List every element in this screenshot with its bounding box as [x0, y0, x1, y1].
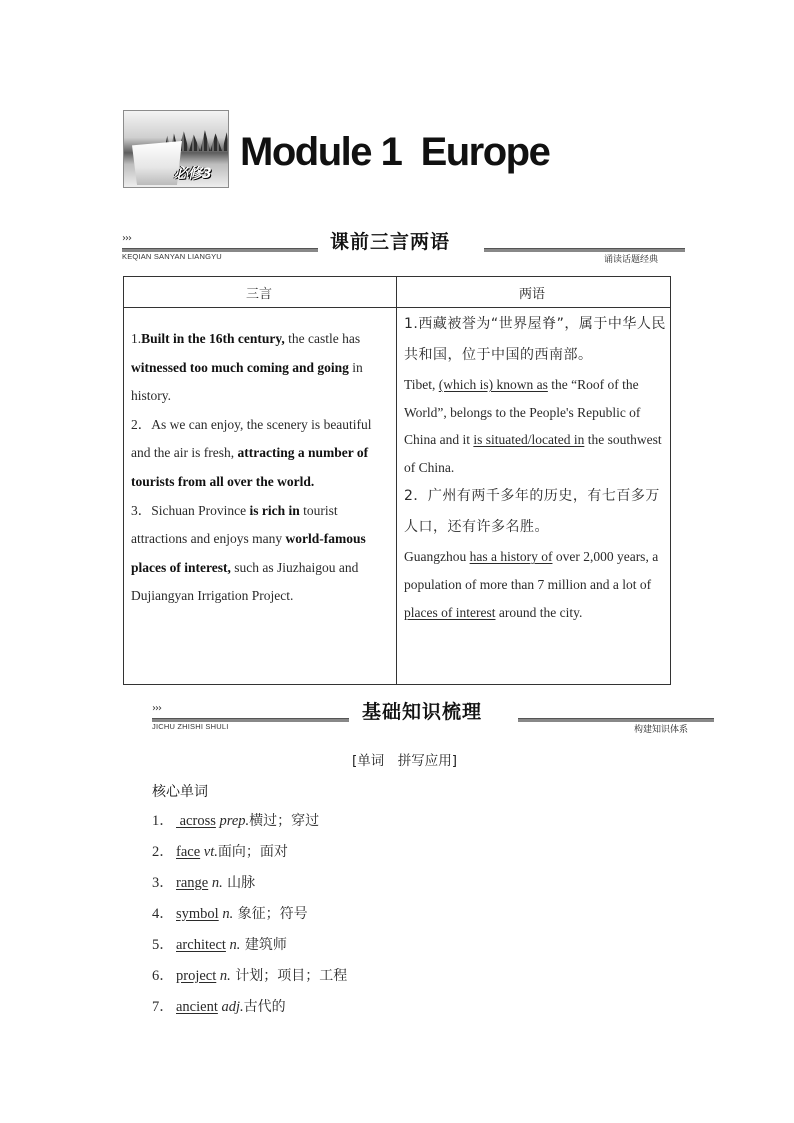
- vocab-item: [152, 871, 347, 902]
- vocab-number: 7．: [152, 999, 174, 1015]
- core-words-heading: 核心单词: [152, 784, 208, 800]
- vocab-word: project: [176, 968, 217, 984]
- section-pinyin: KEQIAN SANYAN LIANGYU: [122, 252, 222, 261]
- vocab-part-of-speech: n.: [225, 937, 241, 953]
- table-column-divider: [396, 277, 397, 684]
- vocab-word: range: [176, 875, 209, 891]
- section-subtitle: 诵读话题经典: [604, 255, 659, 265]
- vocab-item: [152, 933, 347, 964]
- vocab-meaning: 横过；穿过: [249, 813, 320, 829]
- vocab-number: 4．: [152, 906, 174, 922]
- vocab-meaning: 古代的: [243, 999, 286, 1015]
- table-header-right: 两语: [519, 287, 546, 302]
- table-header-left: 三言: [246, 287, 273, 302]
- vocab-item: [152, 995, 347, 1026]
- cn-sentence-1: 1.西藏被誉为“世界屋脊”，属于中华人民共和国，位于中国的西南部。: [404, 316, 666, 363]
- vocab-item: [152, 809, 347, 840]
- vocab-number: 6．: [152, 968, 174, 984]
- vocab-word: across: [176, 813, 216, 829]
- chevrons-icon: ›››: [122, 233, 131, 244]
- table-header-divider: [124, 307, 670, 308]
- vocab-number: 2．: [152, 844, 174, 860]
- vocab-item: [152, 964, 347, 995]
- vocab-part-of-speech: n.: [208, 875, 223, 891]
- en-sentence-1: Tibet, (which is) known as the “Roof of the World”, belongs to the People's Republic of China and it is situated/located in the southwest of China.: [404, 377, 662, 475]
- vocab-item: [152, 840, 347, 871]
- en-sentence-2: Guangzhou has a history of over 2,000 years, a population of more than 7 million and a lot of places of interest around the city.: [404, 549, 659, 620]
- vocab-word: ancient: [176, 999, 218, 1015]
- vocab-part-of-speech: adj.: [217, 999, 244, 1015]
- vocab-word: symbol: [176, 906, 219, 922]
- vocab-meaning: 计划；项目；工程: [230, 968, 348, 984]
- vocab-part-of-speech: prep.: [215, 813, 250, 829]
- phrases-table: [123, 276, 671, 685]
- section-pinyin: JICHU ZHISHI SHULI: [152, 722, 229, 731]
- section-banner-2: [152, 703, 714, 733]
- section-title: 基础知识梳理: [362, 701, 483, 723]
- section-banner-1: [122, 233, 685, 263]
- section-title: 课前三言两语: [330, 231, 451, 253]
- table-cell-right: [404, 309, 667, 626]
- vocab-word: architect: [176, 937, 226, 953]
- vocab-meaning: 建筑师: [240, 937, 287, 953]
- vocab-meaning: 山脉: [222, 875, 256, 891]
- badge-label: 必修3: [174, 166, 212, 182]
- vocab-part-of-speech: n.: [218, 906, 234, 922]
- chevrons-icon: ›››: [152, 703, 161, 714]
- vocab-word: face: [176, 844, 201, 860]
- vocab-number: 5．: [152, 937, 174, 953]
- table-cell-left: 1.Built in the 16th century, the castle has witnessed too much coming and going in history. 2．As we can enjoy, the scenery is beautiful and the air is fresh, attracting a number of tourists from all over the world. 3．Sichuan Province is rich in tourist attractions and enjoys many world-famous places of interest, such as Jiuzhaigou and Dujiangyan Irrigation Project.: [131, 331, 372, 604]
- vocab-meaning: 象征；符号: [233, 906, 308, 922]
- section-subtitle: 构建知识体系: [634, 725, 689, 735]
- vocab-part-of-speech: n.: [216, 968, 231, 984]
- vocab-item: [152, 902, 347, 933]
- vocab-part-of-speech: vt.: [200, 844, 218, 860]
- vocab-number: 1．: [152, 813, 174, 829]
- vocab-list: [152, 809, 347, 1026]
- vocab-meaning: 面向；面对: [217, 844, 288, 860]
- vocab-subheading: [单词 拼写应用]: [352, 753, 458, 769]
- module-badge-image: [123, 110, 229, 188]
- vocab-number: 3．: [152, 875, 174, 891]
- cn-sentence-2: 2．广州有两千多年的历史，有七百多万人口，还有许多名胜。: [404, 488, 660, 536]
- module-title: Module 1 Europe: [240, 130, 550, 174]
